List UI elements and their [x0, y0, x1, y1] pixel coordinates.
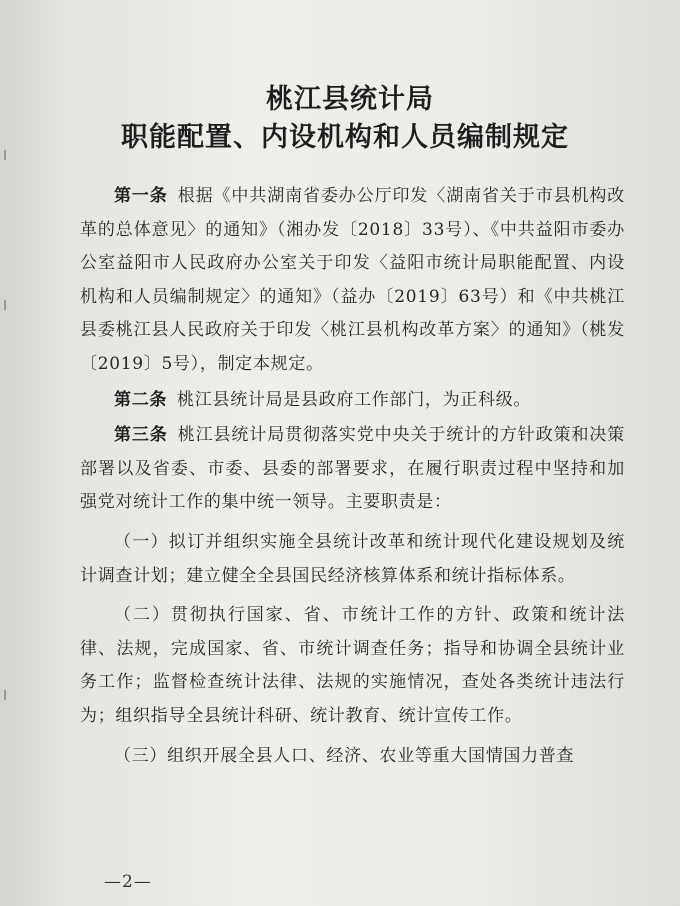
duty-item-1: （一）拟订并组织实施全县统计改革和统计现代化建设规划及统计调查计划；建立健全全县国民经济核算体系和统计指标体系。 [80, 531, 625, 586]
article-label: 第一条 [114, 186, 168, 206]
article-text: 桃江县统计局贯彻落实党中央关于统计的方针政策和决策部署以及省委、市委、县委的部署要求，在履行职责过程中坚持和加强党对统计工作的集中统一领导。主要职责是： [80, 425, 625, 513]
document-body [80, 180, 625, 775]
article-label: 第二条 [114, 389, 168, 410]
margin-mark [4, 300, 6, 310]
article-3 [80, 419, 625, 520]
margin-mark [4, 690, 6, 700]
document-title: 桃江县统计局 [266, 84, 434, 115]
document-subtitle: 职能配置、内设机构和人员编制规定 [121, 122, 569, 153]
article-text: 桃江县统计局是县政府工作部门，为正科级。 [177, 389, 532, 410]
duty-item-3: （三）组织开展全县人口、经济、农业等重大国情国力普查 [114, 745, 575, 766]
article-1 [80, 180, 625, 382]
article-2 [80, 384, 625, 418]
article-text: 根据《中共湖南省委办公厅印发〈湖南省关于市县机构改革的总体意见〉的通知》（湘办发〔2018〕33号）、《中共益阳市委办公室益阳市人民政府办公室关于印发〈益阳市统计局职能配置、内设机构和人员编制规定〉的通知》（益办〔2019〕63号）和《中共桃江县委桃江县人民政府关于印发〈桃江县机构改革方案〉的通知》（桃发〔2019〕5号），制定本规定。 [80, 186, 625, 374]
page-number: —2— [104, 872, 152, 892]
duty-item-2: （二）贯彻执行国家、省、市统计工作的方针、政策和统计法律、法规，完成国家、省、市统计调查任务；指导和协调全县统计业务工作；监督检查统计法律、法规的实施情况，查处各类统计违法行为；组织指导全县统计科研、统计教育、统计宣传工作。 [80, 605, 625, 726]
article-label: 第三条 [114, 425, 168, 446]
